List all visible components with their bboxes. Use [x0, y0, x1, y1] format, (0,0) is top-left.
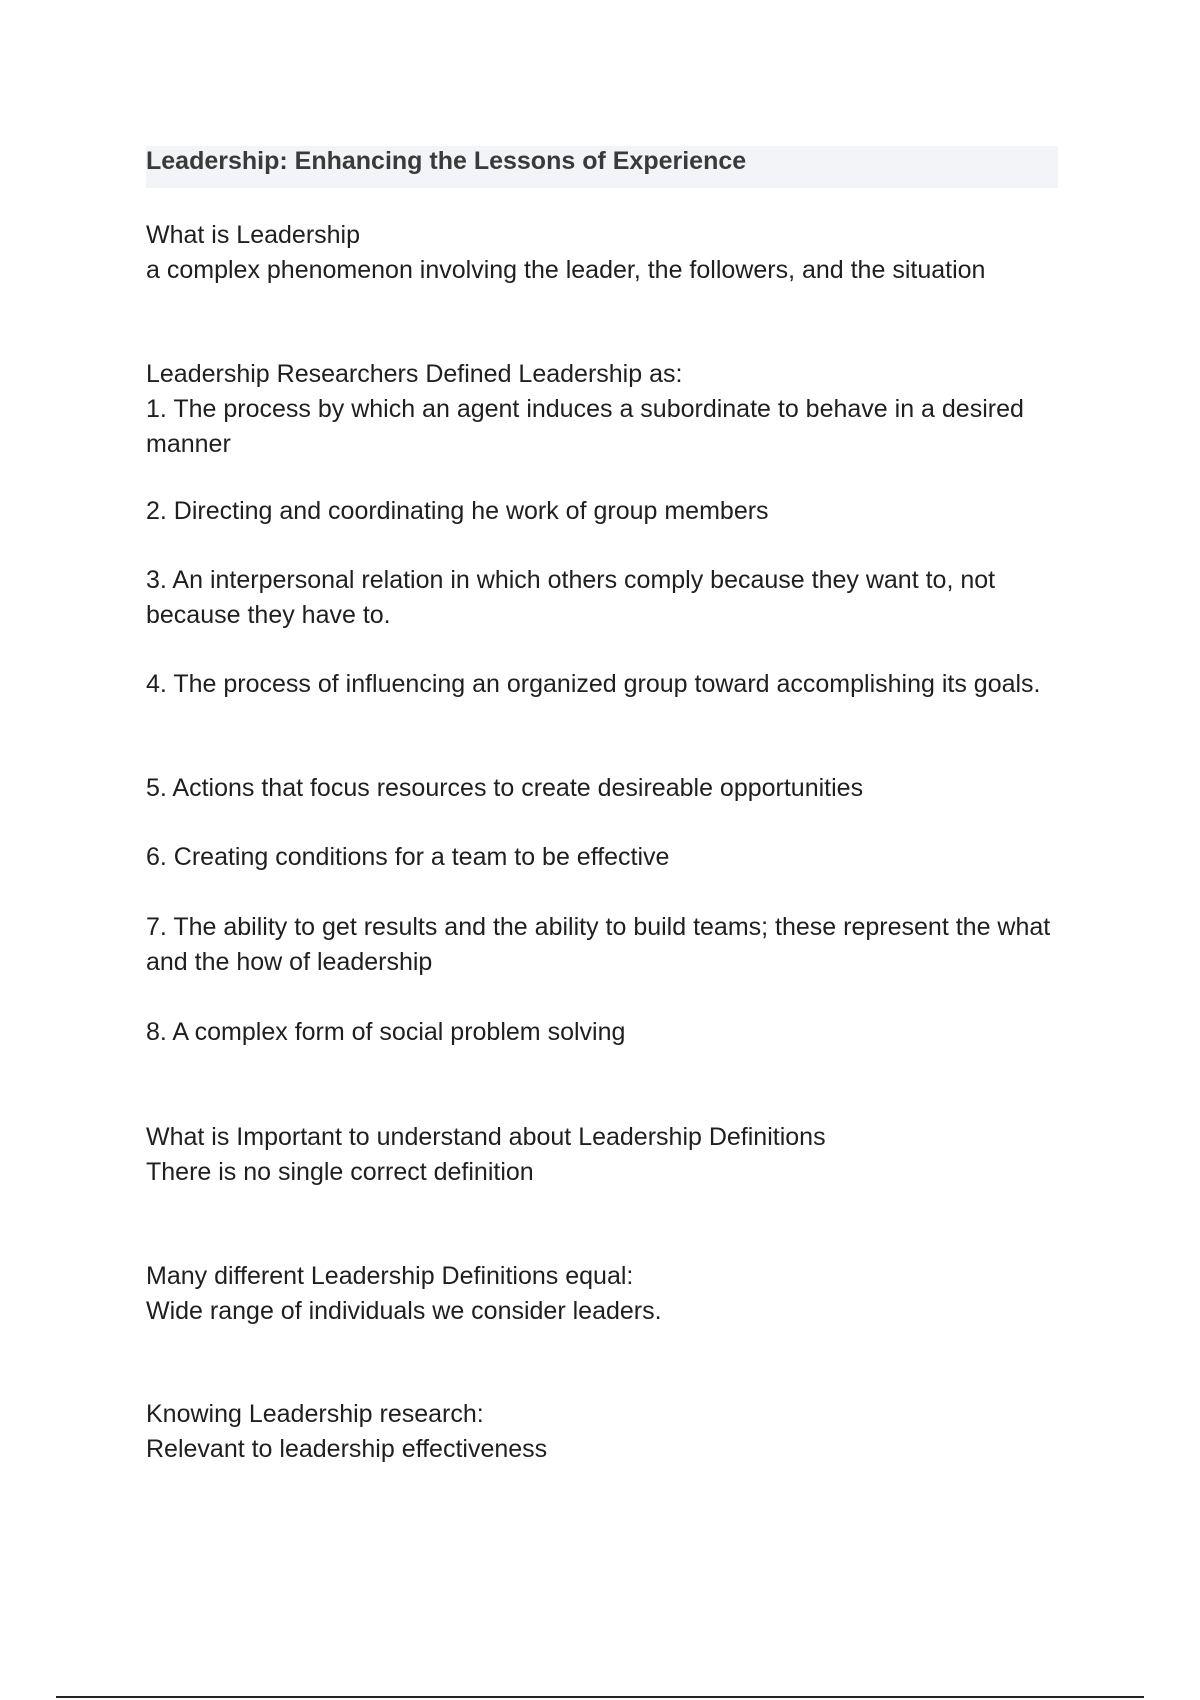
title-bar	[146, 146, 1058, 188]
definition-item-6: 6. Creating conditions for a team to be effective	[146, 843, 670, 871]
definition-item-3: 3. An interpersonal relation in which others comply because they want to, not because they have to.	[146, 566, 996, 629]
definition-item-8: 8. A complex form of social problem solving	[146, 1018, 626, 1046]
definition-item-4: 4. The process of influencing an organized group toward accomplishing its goals.	[146, 670, 1041, 698]
document-title: Leadership: Enhancing the Lessons of Experience	[146, 147, 747, 175]
definition-item-6-block	[146, 840, 1058, 875]
definition-item-2-block	[146, 494, 1058, 529]
definition-item-2: 2. Directing and coordinating he work of group members	[146, 497, 769, 525]
definition-item-3-block	[146, 563, 1058, 633]
section-heading: What is Leadership	[146, 221, 361, 249]
definition-item-8-block	[146, 1015, 1058, 1050]
section-body: a complex phenomenon involving the leader, the followers, and the situation	[146, 256, 986, 284]
section-knowing-research	[146, 1397, 1058, 1467]
section-heading: Leadership Researchers Defined Leadership as:	[146, 360, 683, 388]
section-heading: Knowing Leadership research:	[146, 1400, 484, 1428]
footer-divider	[56, 1696, 1144, 1698]
definition-item-5-block	[146, 771, 1058, 806]
section-body: Wide range of individuals we consider leaders.	[146, 1297, 662, 1325]
definition-item-1: 1. The process by which an agent induces a subordinate to behave in a desired manner	[146, 395, 1024, 458]
definition-item-7-block	[146, 910, 1058, 980]
section-heading: What is Important to understand about Leadership Definitions	[146, 1123, 826, 1151]
section-researcher-definitions-heading	[146, 357, 1058, 462]
section-heading: Many different Leadership Definitions equal:	[146, 1262, 634, 1290]
section-many-definitions	[146, 1259, 1058, 1329]
definition-item-7: 7. The ability to get results and the ability to build teams; these represent the what and the how of leadership	[146, 913, 1051, 976]
section-body: Relevant to leadership effectiveness	[146, 1435, 548, 1463]
section-what-is-leadership	[146, 218, 1058, 288]
section-body: There is no single correct definition	[146, 1158, 534, 1186]
section-important-to-understand	[146, 1120, 1058, 1190]
definition-item-5: 5. Actions that focus resources to create desireable opportunities	[146, 774, 864, 802]
definition-item-4-block	[146, 667, 1058, 702]
